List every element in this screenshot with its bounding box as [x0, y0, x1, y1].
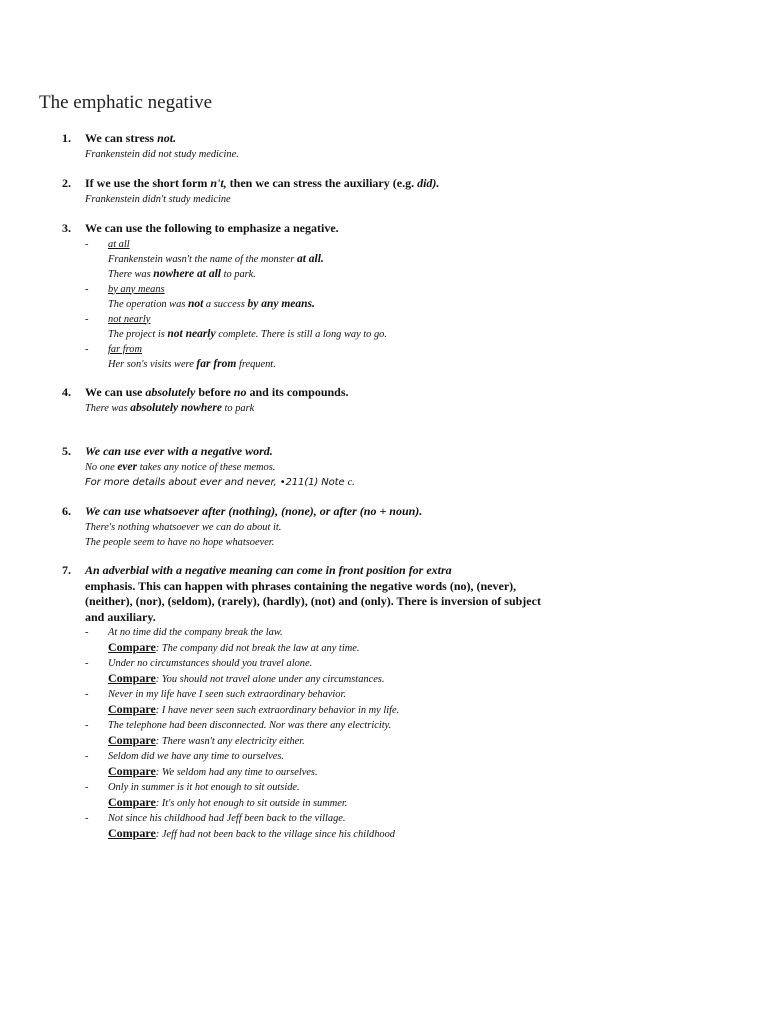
example-emphasis: ever — [117, 460, 138, 473]
example-text: Her son's visits were — [108, 358, 197, 370]
compare-sentence — [108, 795, 562, 811]
example-sentence: Not since his childhood had Jeff been back to the village. — [108, 813, 346, 824]
compare-text: : You should not travel alone under any circumstances. — [155, 674, 385, 685]
item-heading: We can use whatsoever after (nothing), (none), or after (no + noun). — [85, 504, 423, 518]
list-item-5 — [62, 444, 562, 490]
compare-label: Compare — [108, 795, 156, 809]
item-heading: We can use ever with a negative word. — [85, 444, 273, 458]
example-emphasis: not nearly — [167, 327, 216, 340]
compare-text: : Jeff had not been back to the village since his childhood — [155, 829, 395, 840]
cross-reference-note — [85, 475, 562, 490]
example-text: to park — [221, 402, 255, 414]
phrase-label: far from — [108, 343, 142, 355]
item-heading-line: emphasis. This can happen with phrases containing the negative words (no), (never), — [85, 578, 517, 593]
example-sentence: At no time did the company break the law. — [108, 627, 283, 638]
sub-item-at-no-time — [85, 625, 562, 656]
item-heading-line: and auxiliary. — [85, 609, 156, 624]
example-sentence — [108, 297, 562, 312]
heading-emphasis: n't, — [210, 176, 227, 190]
sub-item-not-since — [85, 811, 562, 842]
list-item-2 — [62, 176, 562, 207]
compare-sentence — [108, 764, 562, 780]
example-sentence: Frankenstein did not study medicine. — [85, 148, 239, 160]
example-text: a success — [203, 298, 248, 310]
phrase-label: by any means — [108, 283, 165, 295]
compare-text: : The company did not break the law at any time. — [155, 643, 360, 654]
sub-item-at-all — [85, 237, 562, 282]
sub-item-not-nearly — [85, 312, 562, 342]
dash-bullet: - — [85, 627, 89, 638]
item-number: 4. — [62, 385, 71, 399]
example-sentence: Only in summer is it hot enough to sit outside. — [108, 782, 300, 793]
dash-bullet: - — [85, 751, 89, 762]
dash-bullet: - — [85, 283, 89, 295]
reference-text: For more details about ever and never, •211(1) Note — [85, 476, 348, 488]
item-heading — [85, 131, 562, 147]
heading-emphasis: did). — [417, 176, 440, 190]
example-text: to park. — [220, 268, 256, 280]
item-heading — [85, 176, 562, 192]
example-text: Frankenstein wasn't the name of the monster — [108, 253, 297, 265]
heading-text: If we use the short form — [85, 176, 211, 190]
example-sentence: Frankenstein didn't study medicine — [85, 193, 231, 205]
dash-bullet: - — [85, 782, 89, 793]
item-heading-line: (neither), (nor), (seldom), (rarely), (hardly), (not) and (only). There is inversion of subject — [85, 594, 541, 608]
example-text: No one — [85, 461, 118, 473]
compare-label: Compare — [108, 826, 156, 840]
reference-text: c. — [347, 476, 355, 488]
compare-text: : It's only hot enough to sit outside in summer. — [155, 798, 348, 809]
heading-text: before — [195, 385, 234, 399]
item-number: 5. — [62, 444, 71, 458]
item-number: 7. — [62, 563, 71, 577]
compare-label: Compare — [108, 764, 156, 778]
sub-item-nor — [85, 718, 562, 749]
compare-label: Compare — [108, 640, 156, 654]
item-number: 3. — [62, 221, 71, 235]
dash-bullet: - — [85, 720, 89, 731]
example-text: There was — [85, 402, 131, 414]
compare-sentence — [108, 733, 562, 749]
list-item-7 — [62, 563, 562, 842]
dash-bullet: - — [85, 689, 89, 700]
compare-text: : There wasn't any electricity either. — [155, 736, 305, 747]
example-text: frequent. — [236, 358, 276, 370]
dash-bullet: - — [85, 313, 89, 325]
compare-label: Compare — [108, 702, 156, 716]
list-item-1 — [62, 131, 562, 162]
example-sentence: There's nothing whatsoever we can do about it. — [85, 521, 282, 533]
example-sentence — [108, 267, 562, 282]
example-sentence: The people seem to have no hope whatsoever. — [85, 536, 275, 548]
example-emphasis: by any means. — [247, 297, 315, 310]
sub-item-only-in-summer — [85, 780, 562, 811]
example-sentence — [85, 460, 562, 475]
compare-label: Compare — [108, 733, 156, 747]
heading-emphasis: not. — [157, 131, 177, 145]
phrase-label: at all — [108, 238, 130, 250]
item-number: 2. — [62, 176, 71, 190]
example-text: There was — [108, 268, 154, 280]
example-emphasis: not — [187, 297, 204, 310]
example-sentence: The telephone had been disconnected. Nor was there any electricity. — [108, 720, 392, 731]
compare-label: Compare — [108, 671, 156, 685]
item-heading — [85, 385, 562, 401]
example-text: takes any notice of these memos. — [137, 461, 276, 473]
sub-item-far-from — [85, 342, 562, 372]
list-item-6 — [62, 504, 562, 550]
example-text: complete. There is still a long way to go. — [215, 328, 387, 340]
sub-item-seldom — [85, 749, 562, 780]
example-sentence — [85, 401, 562, 416]
heading-text: We can stress — [85, 131, 158, 145]
list-item-4 — [62, 385, 562, 416]
example-sentence — [108, 357, 562, 372]
dash-bullet: - — [85, 813, 89, 824]
list-item-3 — [62, 221, 562, 372]
example-sentence: Seldom did we have any time to ourselves. — [108, 751, 285, 762]
compare-text: : I have never seen such extraordinary behavior in my life. — [155, 705, 400, 716]
dash-bullet: - — [85, 238, 89, 250]
heading-text: and its compounds. — [246, 385, 349, 399]
heading-text: We can use — [85, 385, 146, 399]
example-emphasis: at all. — [296, 252, 324, 265]
item-number: 6. — [62, 504, 71, 518]
heading-text: then we can stress the auxiliary (e.g. — [226, 176, 418, 190]
heading-emphasis: no — [233, 385, 247, 399]
item-heading: We can use the following to emphasize a negative. — [85, 221, 339, 235]
example-text: The project is — [108, 328, 168, 340]
compare-text: : We seldom had any time to ourselves. — [155, 767, 318, 778]
example-sentence — [108, 327, 562, 342]
dash-bullet: - — [85, 658, 89, 669]
example-sentence: Never in my life have I seen such extraordinary behavior. — [108, 689, 346, 700]
sub-item-never-in-my-life — [85, 687, 562, 718]
example-text: The operation was — [108, 298, 188, 310]
page-title: The emphatic negative — [39, 92, 213, 113]
heading-emphasis: absolutely — [145, 385, 196, 399]
compare-sentence — [108, 702, 562, 718]
example-emphasis: absolutely nowhere — [130, 401, 222, 414]
compare-sentence — [108, 826, 562, 842]
compare-sentence — [108, 640, 562, 656]
example-emphasis: far from — [196, 357, 237, 370]
dash-bullet: - — [85, 343, 89, 355]
compare-sentence — [108, 671, 562, 687]
example-emphasis: nowhere at all — [153, 267, 221, 280]
example-sentence: Under no circumstances should you travel alone. — [108, 658, 313, 669]
phrase-label: not nearly — [108, 313, 151, 325]
item-heading-line: An adverbial with a negative meaning can come in front position for extra — [85, 563, 452, 577]
item-number: 1. — [62, 131, 71, 145]
sub-item-under-no-circumstances — [85, 656, 562, 687]
sub-item-by-any-means — [85, 282, 562, 312]
example-sentence — [108, 252, 562, 267]
